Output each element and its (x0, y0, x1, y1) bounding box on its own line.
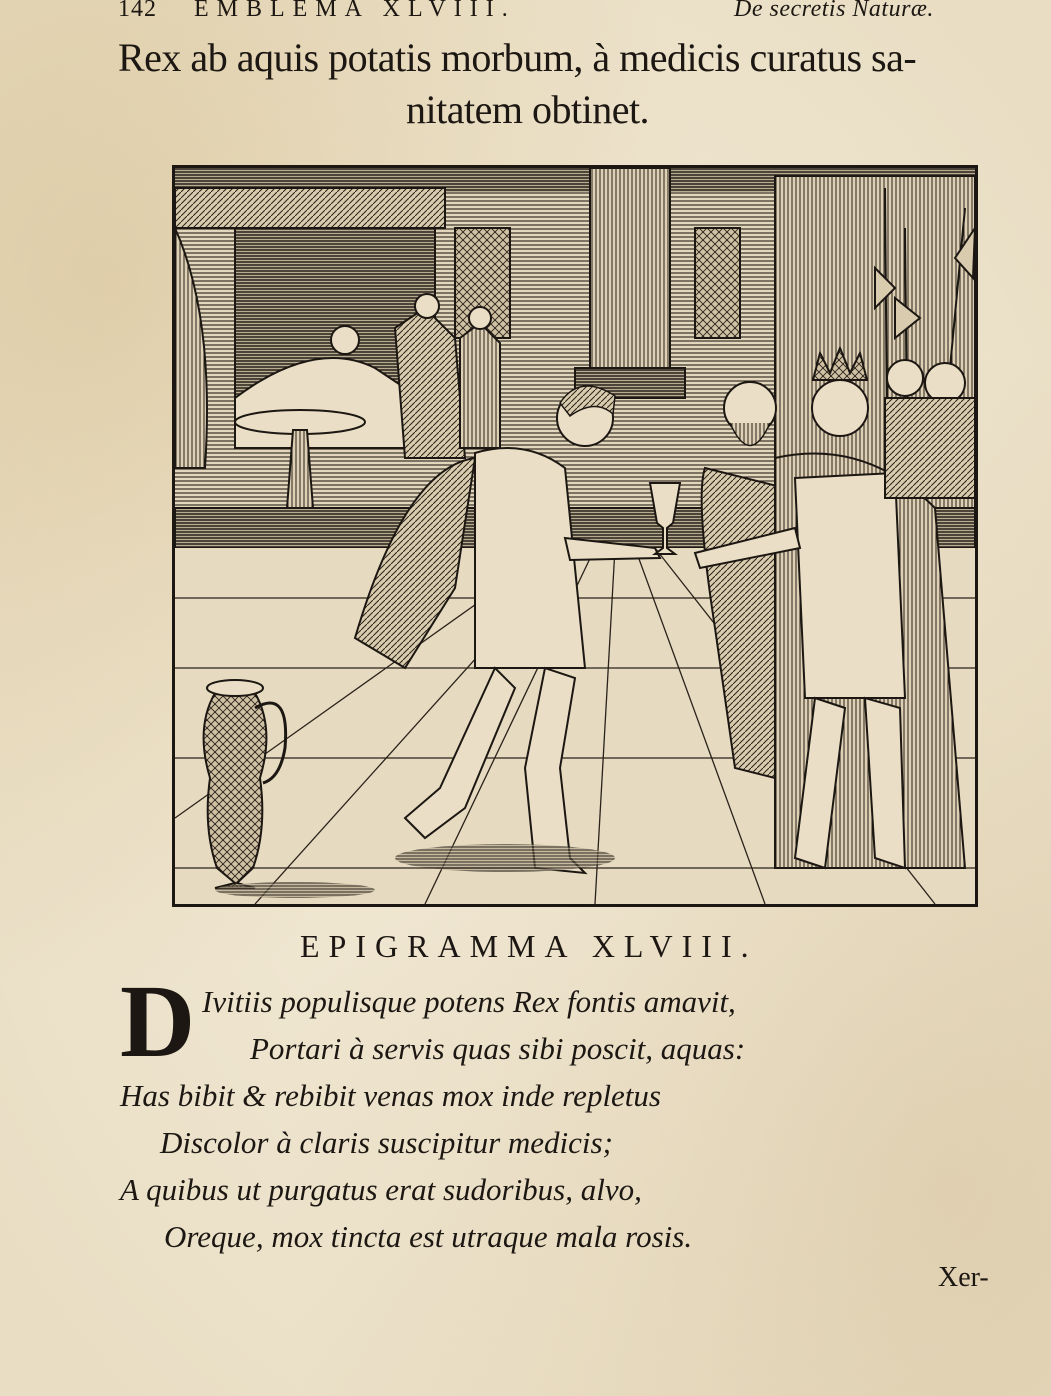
poem-line-2: Portari à servis quas sibi poscit, aquas: (250, 1031, 746, 1066)
bed-canopy (175, 188, 445, 228)
stone-column (590, 168, 670, 378)
running-title: De secretis Naturæ. (734, 0, 934, 22)
engraving-illustration (172, 165, 978, 907)
motto-line-1: Rex ab aquis potatis morbum, à medicis curatus sa- (118, 35, 917, 80)
motto-line-2: nitatem obtinet. (406, 87, 650, 132)
page-number: 142 (118, 0, 157, 22)
poem-line-5: A quibus ut purgatus erat sudoribus, alvo, (120, 1172, 642, 1207)
poem-line-4: Discolor à claris suscipitur medicis; (160, 1125, 613, 1160)
epigram-heading: EPIGRAMMA XLVIII. (300, 928, 758, 964)
engraving-scene (175, 168, 975, 904)
catchword: Xer- (938, 1262, 989, 1293)
drop-cap: D (120, 964, 196, 1079)
emblem-label: EMBLEMA XLVIII. (194, 0, 516, 22)
window-right (695, 228, 740, 338)
running-header (118, 0, 998, 26)
poem-line-3: Has bibit & rebibit venas mox inde repletus (120, 1078, 661, 1113)
king-figure (795, 473, 905, 698)
poem-line-1: Ivitiis populisque potens Rex fontis amavit, (202, 984, 736, 1019)
emblem-motto (118, 32, 1018, 136)
poem-line-6: Oreque, mox tincta est utraque mala rosis. (164, 1219, 693, 1254)
epigram-poem (120, 964, 980, 1260)
physician-figure-2 (460, 323, 500, 448)
